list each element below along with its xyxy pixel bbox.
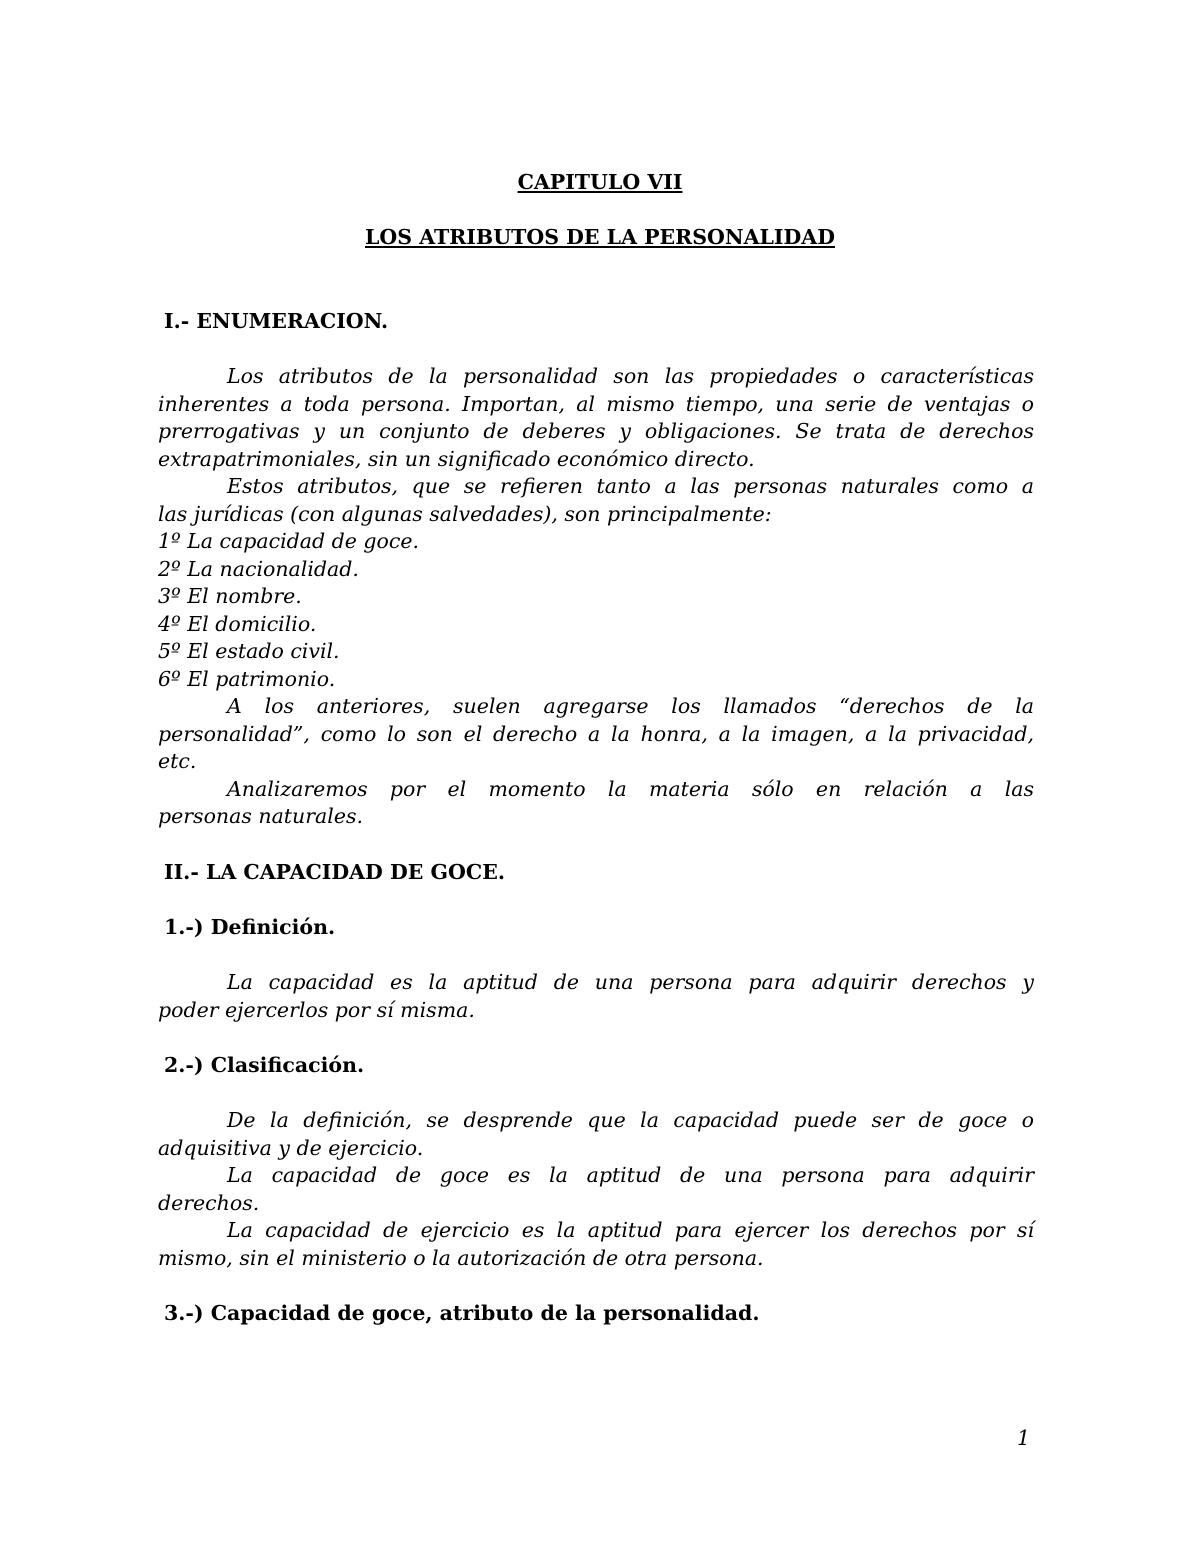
document-title: LOS ATRIBUTOS DE LA PERSONALIDAD	[365, 225, 835, 249]
chapter-title: CAPITULO VII	[517, 170, 683, 194]
list-item: 6º El patrimonio.	[158, 667, 336, 691]
paragraph-line: personas naturales.	[158, 804, 363, 828]
subsection-heading-definicion: 1.-) Definición.	[164, 915, 336, 939]
section-heading-capacidad: II.- LA CAPACIDAD DE GOCE.	[164, 860, 505, 884]
paragraph-line: las jurídicas (con algunas salvedades), son principalmente:	[158, 502, 772, 526]
paragraph-line: A los anteriores, suelen agregarse los llamados “derechos de la	[227, 694, 1034, 718]
list-item: 1º La capacidad de goce.	[158, 529, 419, 553]
paragraph-line: Analizaremos por el momento la materia sólo en relación a las	[227, 777, 1034, 801]
paragraph-line: extrapatrimoniales, sin un significado económico directo.	[158, 447, 755, 471]
paragraph-line: inherentes a toda persona. Importan, al mismo tiempo, una serie de ventajas o	[158, 392, 1034, 416]
paragraph-line: De la definición, se desprende que la capacidad puede ser de goce o	[227, 1108, 1034, 1132]
paragraph-line: personalidad”, como lo son el derecho a la honra, a la imagen, a la privacidad,	[158, 722, 1034, 746]
paragraph-line: La capacidad de ejercicio es la aptitud para ejercer los derechos por sí	[227, 1218, 1034, 1242]
paragraph-line: La capacidad de goce es la aptitud de una persona para adquirir	[227, 1163, 1034, 1187]
paragraph-line: Estos atributos, que se refieren tanto a las personas naturales como a	[227, 474, 1034, 498]
page-number: 1	[1016, 1426, 1030, 1450]
list-item: 3º El nombre.	[158, 584, 302, 608]
paragraph-line: derechos.	[158, 1191, 260, 1215]
list-item: 5º El estado civil.	[158, 639, 340, 663]
section-heading-enumeracion: I.- ENUMERACION.	[164, 309, 389, 333]
paragraph-line: poder ejercerlos por sí misma.	[158, 998, 475, 1022]
subsection-heading-clasificacion: 2.-) Clasificación.	[164, 1053, 365, 1077]
paragraph-line: Los atributos de la personalidad son las propiedades o características	[227, 364, 1034, 388]
list-item: 2º La nacionalidad.	[158, 557, 359, 581]
paragraph-line: mismo, sin el ministerio o la autorización de otra persona.	[158, 1246, 764, 1270]
subsection-heading-capacidad-goce: 3.-) Capacidad de goce, atributo de la personalidad.	[164, 1301, 760, 1325]
paragraph-line: La capacidad es la aptitud de una persona para adquirir derechos y	[227, 970, 1034, 994]
paragraph-line: prerrogativas y un conjunto de deberes y obligaciones. Se trata de derechos	[158, 419, 1034, 443]
paragraph-line: etc.	[158, 749, 197, 773]
list-item: 4º El domicilio.	[158, 612, 317, 636]
paragraph-line: adquisitiva y de ejercicio.	[158, 1136, 424, 1160]
